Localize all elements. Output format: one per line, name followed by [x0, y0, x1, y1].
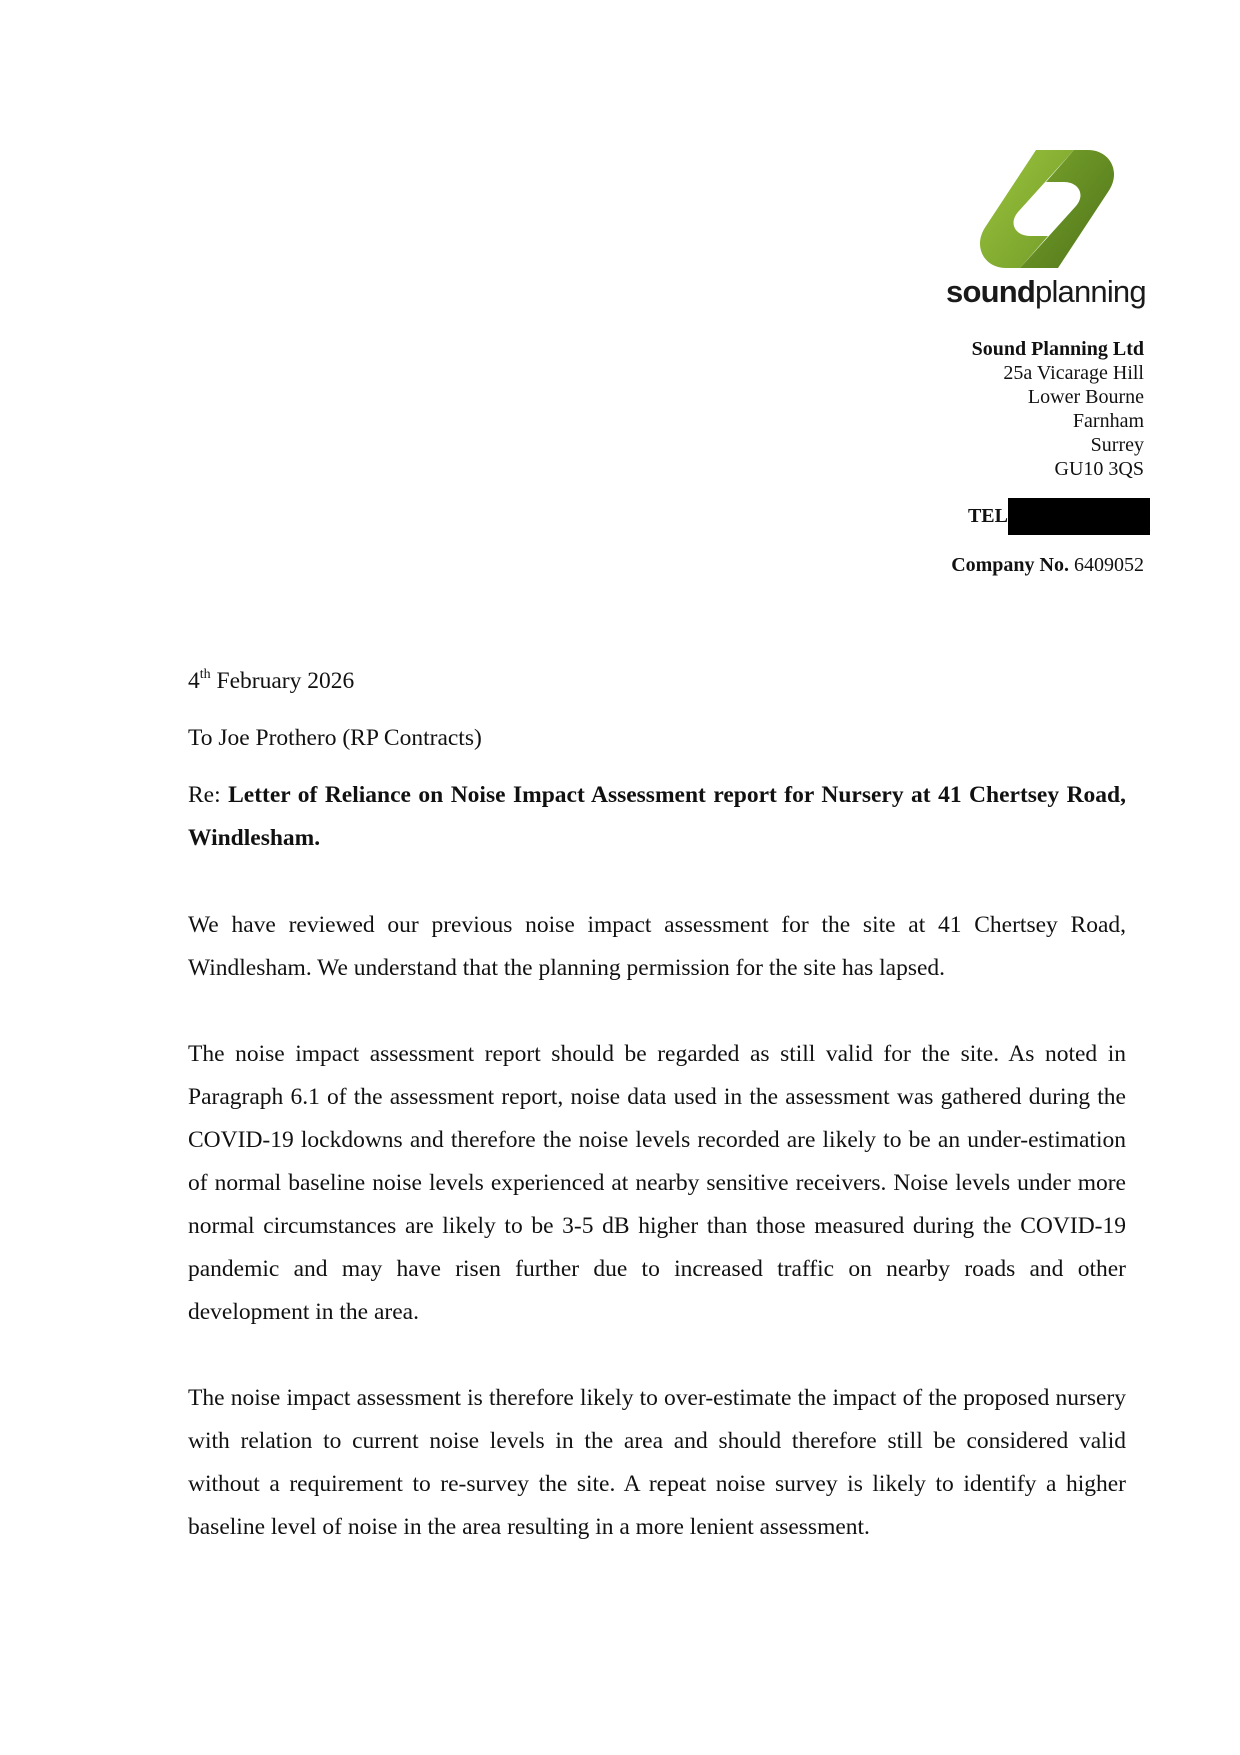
address-line: Lower Bourne [1027, 386, 1144, 408]
date-day: 4 [188, 668, 200, 694]
subject-prefix: Re: [188, 782, 221, 808]
soundplanning-s-mark-icon [978, 150, 1114, 268]
subject-title: Letter of Reliance on Noise Impact Assessment report for Nursery at 41 Chertsey Road, Windlesham. [188, 782, 1126, 851]
address-line: Surrey [1090, 434, 1144, 456]
body-paragraph-3: The noise impact assessment is therefore likely to over-estimate the impact of the proposed nursery with relation to current noise levels in the area and should therefore still be considered valid without a requirement to re-survey the site. A repeat noise survey is likely to identify a higher baseline level of noise in the area resulting in a more lenient assessment. [188, 1385, 1126, 1540]
recipient-line: To Joe Prothero (RP Contracts) [188, 725, 482, 751]
company-number-value: 6409052 [1074, 554, 1144, 576]
company-name: Sound Planning Ltd [971, 338, 1144, 360]
address-line: 25a Vicarage Hill [1003, 362, 1144, 384]
company-logo [946, 150, 1148, 310]
company-number [951, 553, 1144, 577]
date-suffix: th [199, 667, 211, 682]
body-paragraph-1: We have reviewed our previous noise impact assessment for the site at 41 Chertsey Road, Windlesham. We understand that the planning permission for the site has lapsed. [188, 912, 1126, 981]
body-paragraph-2: The noise impact assessment report should be regarded as still valid for the site. As noted in Paragraph 6.1 of the assessment report, noise data used in the assessment was gathered during the COVID-19 lockdowns and therefore the noise levels recorded are likely to be an under-estimation of normal baseline noise levels experienced at nearby sensitive receivers. Noise levels under more normal circumstances are likely to be 3-5 dB higher than those measured during the COVID-19 pandemic and may have risen further due to increased traffic on nearby roads and other development in the area. [188, 1041, 1126, 1325]
logo-word-sound: sound [946, 274, 1035, 309]
sender-address [784, 337, 1144, 481]
address-line: Farnham [1072, 410, 1144, 432]
company-number-label: Company No. [951, 554, 1069, 576]
address-postcode: GU10 3QS [1054, 458, 1144, 480]
logo-wordmark [946, 274, 1148, 310]
letter-date [188, 660, 1126, 703]
letter-body [188, 660, 1126, 1592]
redacted-phone-number [1008, 498, 1150, 535]
telephone-line [968, 498, 1150, 535]
logo-word-planning: planning [1035, 274, 1146, 309]
subject-line [188, 774, 1126, 860]
date-month-year: February 2026 [216, 668, 355, 694]
tel-label: TEL [967, 505, 1008, 527]
